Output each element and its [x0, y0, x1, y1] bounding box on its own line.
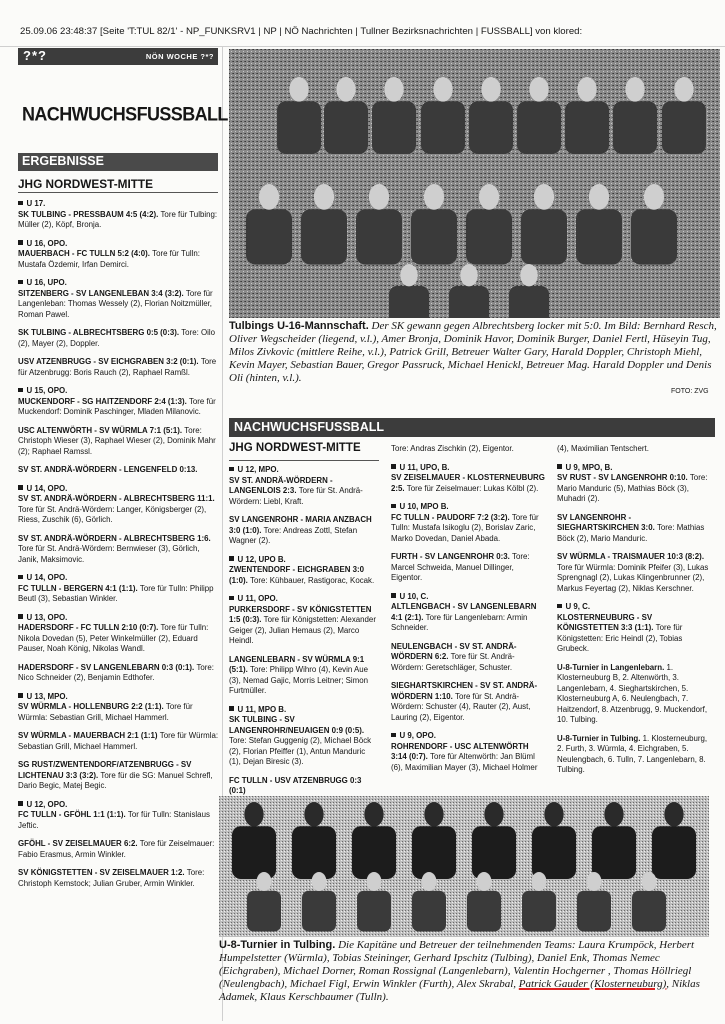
match-result: SG RUST/ZWENTENDORF/ATZENBRUGG - SV LICHTENAU 3:3 (3:2).	[18, 760, 192, 780]
match-result: ALTLENGBACH - SV LANGENLEBARN 4:1 (2:1).	[391, 602, 537, 622]
scorers: Tore für die SG: Manuel Schrefl, Dario Begic, Matej Begic.	[18, 770, 213, 790]
tournament-photo-u8	[219, 796, 709, 937]
scorers: 1. Klosterneuburg, 2. Furth, 3. Würmla, 4. Eichgraben, 5. Neulengbach, 6. Tulln, 7. Langenlebarn, 8. Tulbing.	[557, 733, 708, 774]
header-divider	[0, 46, 725, 47]
match-result: SV ST. ANDRÄ-WÖRDERN - LANGENLOIS 2:3.	[229, 475, 333, 495]
scorers: Tore: Christoph Wieser (3), Raphael Wieser (2), Dominik Mahr (2); Raphael Ramssl.	[18, 425, 216, 456]
match-result: SITZENBERG - SV LANGENLEBAN 3:4 (3:2).	[18, 288, 186, 298]
match-result: FC TULLN - GFÖHL 1:1 (1:1).	[18, 810, 128, 819]
result-entry	[18, 663, 219, 684]
match-result: SV RUST - SV LANGENROHR 0:10.	[557, 473, 690, 482]
scorers: Tore: Stefan Guggenig (2), Michael Böck (2), Florian Pfeiffer (1), Antun Manduric (1), Dejan Biresic (3).	[229, 736, 372, 766]
scorers: Tore für Muckendorf: Dominik Paschinger, Mladen Milanovic.	[18, 396, 216, 416]
match-result: SIEGHARTSKIRCHEN - SV ST. ANDRÄ-WÖRDERN 1:10.	[391, 681, 538, 701]
age-class: U 9, MPO, B.	[557, 463, 715, 474]
age-class: U 15, OPO.	[18, 386, 219, 397]
age-class: U 9, C.	[557, 602, 715, 613]
result-entry	[18, 426, 219, 458]
age-class: U 16, OPO.	[18, 239, 219, 250]
scorers: Tore für Würmla: Sebastian Grill, Michael Hammerl.	[18, 731, 219, 751]
photo1-caption-lead: Tulbings U-16-Mannschaft.	[229, 320, 369, 332]
scorers: Tore für Zeiselmauer: Fabio Erasmus, Armin Winkler.	[18, 839, 215, 859]
match-result: MAUERBACH - FC TULLN 5:2 (4:0).	[18, 249, 153, 258]
scorers: Tore: Philipp Wihro (4), Kevin Aue (3), Nemad Gajic, Morris Leitner; Simon Furtmüller.	[229, 665, 369, 695]
scorers: Tore für Würmla: Sebastian Grill, Michael Hammerl.	[18, 702, 193, 722]
match-result: FURTH - SV LANGENROHR 0:3.	[391, 552, 512, 561]
match-result: PURKERSDORF - SV KÖNIGSTETTEN 1:5 (0:3).	[229, 604, 372, 624]
scorers: Tore für Würmla: Dominik Pfeifer (3), Lukas Sprengnagl (2), Lukas Klingenbrunner (2), Markus Feyertag (2), Niklas Kerschner.	[557, 562, 709, 593]
age-class: U 10, C.	[391, 592, 546, 603]
photo2-caption-highlight: Patrick Gauder (Klosterneuburg)	[518, 978, 667, 990]
scorers: Tore für Langenlebarn: Armin Schneider.	[391, 612, 528, 632]
scorers: Tore: Nico Schneider (2), Benjamin Edthofer.	[18, 662, 214, 682]
match-result: ZWENTENDORF - EICHGRABEN 3:0 (1:0).	[229, 565, 365, 585]
match-result: U-8-Turnier in Langenlebarn.	[557, 662, 667, 672]
photo2-caption-lead: U-8-Turnier in Tulbing.	[219, 939, 336, 951]
team-photo-u16	[229, 49, 720, 318]
result-entry	[391, 444, 546, 455]
match-result: FC TULLN - PAUDORF 7:2 (3:2).	[391, 512, 512, 522]
scorers: Tore für Tulbing: Müller (2), Köpf, Bronja.	[18, 209, 218, 229]
issue-tag: NÖN WOCHE ?*?	[145, 52, 214, 61]
result-entry	[18, 239, 219, 271]
mid-section-bar	[229, 418, 715, 437]
result-entry	[18, 484, 219, 526]
scorers: Tore für Tulln: Nikola Dovedan (5), Peter Winkelmüller (2), Eduard Pauser, Noah König, Nikolas Wandl.	[18, 623, 209, 653]
match-result: FC TULLN - BERGERN 4:1 (1:1).	[18, 583, 140, 593]
match-result: MUCKENDORF - SG HAITZENDORF 2:4 (1:3).	[18, 396, 189, 406]
photo1-caption	[229, 320, 718, 385]
result-entry	[18, 199, 219, 231]
match-result: NEULENGBACH - SV ST. ANDRÄ-WÖRDERN 6:2.	[391, 641, 517, 661]
scorers: Tore für St. Andrä-Wördern: Bernwieser (3), Görlich, Janik, Maksimovic.	[18, 544, 200, 564]
match-result: HADERSDORF - SV LANGENLEBARN 0:3 (0:1).	[18, 662, 197, 672]
issue-bar	[18, 48, 218, 65]
result-entry	[557, 734, 715, 776]
result-entry	[229, 594, 379, 647]
photo1-credit: FOTO: ZVG	[671, 388, 709, 395]
result-entry	[391, 592, 546, 634]
scorers: (4), Maximilian Tentschert.	[557, 444, 649, 453]
match-result: ROHRENDORF - USC ALTENWÖRTH 3:14 (0:7).	[391, 741, 529, 761]
age-class: U 16, UPO.	[18, 278, 219, 289]
result-entry	[229, 555, 379, 587]
match-result: SK TULBING - ALBRECHTSBERG 0:5 (0:3).	[18, 328, 182, 337]
match-result: U-8-Turnier in Tulbing.	[557, 733, 643, 743]
result-entry	[18, 868, 219, 889]
scorers: Tore: Kühbauer, Rastigorac, Kocak.	[250, 575, 375, 585]
result-entry	[391, 681, 546, 723]
results-label: ERGEBNISSE	[22, 154, 104, 168]
age-class: U 12, UPO B.	[229, 555, 379, 566]
age-class: U 11, OPO.	[229, 594, 379, 605]
results-bar	[18, 153, 218, 171]
match-result: SV WÜRMLA - MAUERBACH 2:1 (1:1)	[18, 731, 160, 740]
scorers: Tore: Marcel Schweida, Manuel Dillinger, Eigentor.	[391, 552, 530, 582]
age-class: U 13, OPO.	[18, 613, 219, 624]
match-result: SK TULBING - PRESSBAUM 4:5 (4:2).	[18, 209, 161, 219]
age-class: U 11, UPO, B.	[391, 463, 546, 474]
left-region-rule	[18, 192, 218, 193]
result-entry	[391, 463, 546, 495]
result-entry	[18, 357, 219, 378]
age-class: U 12, OPO.	[18, 800, 219, 811]
age-class: U 10, MPO B.	[391, 502, 546, 513]
scorers: Tore für Tulln: Philipp Beutl (3), Sebastian Winkler.	[18, 583, 214, 603]
scorers: Tore für Altenwörth: Jan Blüml (6), Maximilian Mayer (3), Michael Holmer	[391, 752, 538, 772]
scorers: Tore: Andras Zischkin (2), Eigentor.	[391, 444, 514, 453]
age-class: U 14, OPO.	[18, 484, 219, 495]
result-entry	[18, 731, 219, 752]
scorers: Tore für Tulln: Mustafa Isikoglu (2), Borislav Zaric, Marko Dovedan, Daniel Abada.	[391, 512, 539, 543]
result-entry	[557, 513, 715, 545]
result-entry	[557, 552, 715, 594]
result-entry	[18, 328, 219, 349]
match-result: SV LANGENROHR - SIEGHARTSKIRCHEN 3:0.	[557, 512, 657, 532]
scorers: Tore für Zeiselmauer: Lukas Kölbl (2).	[406, 483, 539, 493]
mid-region-rule	[229, 460, 379, 461]
result-entry	[391, 502, 546, 544]
scorers: Tore für St. Andrä-Wördern: Geretschläger, Schuster.	[391, 652, 515, 672]
result-entry	[18, 534, 219, 566]
result-entry	[557, 663, 715, 726]
scorers: 1. Klosterneuburg B, 2. Altenwörth, 3. Langenlebarn, 4. Sieghartskirchen, 5. Klosterneuburg A, 6. Neulengbach, 7. Haitzendorf, 8. Atzenbrugg, 9. Muckendorf, 10. Tulbing.	[557, 662, 708, 724]
age-class: U 17.	[18, 199, 219, 210]
result-entry	[229, 655, 379, 697]
scorers: Tore: Christoph Kemstock; Julian Gruber, Armin Winkler.	[18, 868, 205, 888]
mid-results-col3	[557, 444, 715, 784]
result-entry	[18, 800, 219, 832]
result-entry	[229, 515, 379, 547]
match-result: SV ST. ANDRÄ-WÖRDERN - LENGENFELD 0:13.	[18, 465, 198, 474]
scorers: Tore für Langenleban: Thomas Wessely (2), Florian Noitzmüller, Roman Pawel.	[18, 288, 213, 319]
match-result: SV ST. ANDRÄ-WÖRDERN - ALBRECHTSBERG 1:6.	[18, 533, 211, 543]
scorers: Tore für Königstetten: Eric Heindl (2), Tobias Grubeck.	[557, 623, 683, 653]
mid-region-title: JHG NORDWEST-MITTE	[229, 442, 361, 454]
photo2-caption	[219, 939, 711, 1004]
age-class: U 14, OPO.	[18, 573, 219, 584]
result-entry	[229, 776, 379, 797]
match-result: USV ATZENBRUGG - SV EICHGRABEN 3:2 (0:1).	[18, 357, 201, 366]
match-result: HADERSDORF - FC TULLN 2:10 (0:7).	[18, 623, 161, 632]
match-result: SV WÜRMLA - HOLLENBURG 2:2 (1:1).	[18, 702, 166, 711]
match-result: SV KÖNIGSTETTEN - SV ZEISELMAUER 1:2.	[18, 868, 187, 877]
left-region-title: JHG NORDWEST-MITTE	[18, 177, 154, 191]
result-entry	[557, 444, 715, 455]
match-result: FC TULLN - USV ATZENBRUGG 0:3 (0:1)	[229, 775, 362, 795]
age-class: U 9, OPO.	[391, 731, 546, 742]
scorers: Tore: Oilo (2), Mayer (2), Doppler.	[18, 328, 215, 348]
match-result: USC ALTENWÖRTH - SV WÜRMLA 7:1 (5:1).	[18, 425, 185, 435]
match-result: SV LANGENROHR - MARIA ANZBACH 3:0 (1:0).	[229, 515, 372, 535]
match-result: KLOSTERNEUBURG - SV KÖNIGSTETTEN 3:3 (1:1).	[557, 612, 656, 632]
match-result: SK TULBING - SV LANGENROHR/NEUAIGEN 0:9 (0:5).	[229, 715, 365, 735]
photo1-caption-text: Der SK gewann gegen Albrechtsberg locker mit 5:0. Im Bild: Bernhard Resch, Oliver Wegscheider (liegend, v.l.), Amer Bronja, Dominik Havor, Dominik Burger, Daniel Fertl, Hüseyin Tug, Milos Zivkovic (mittlere Reihe, v.l.), Patrick Grill, Betreuer Walter Gary, Harald Doppler, Christoph Miehl, Kevin Mayer, Sebastian Bauer, Gregor Passruck, Michael Henickl, Betreuer Mag. Harald Doppler und Denis Oli (hinten, v.l.).	[229, 320, 717, 384]
result-entry	[18, 760, 219, 792]
scorers: Tore für St. Andrä-Wördern: Liebl, Kraft.	[229, 486, 363, 506]
photo2-caption-text: Die Kapitäne und Betreuer der teilnehmenden Teams: Laura Krumpöck, Herbert Humpelstetter (Würmla), Tobias Steininger, Gerhard Ipschitz (Tulbing), Daniel Enk, Thomas Nemec (Eichgraben), Michael Dorner, Roman Rossignal (Langenlebarn), Valentin Hochgerner , Thomas Höllriegl (Neulengbach), Michael Figl, Erwin Winkler (Furth), Alex Skrabal,	[219, 939, 695, 990]
result-entry	[18, 465, 219, 476]
result-entry	[391, 642, 546, 674]
scorers: Tore: Andreas Zottl, Stefan Wagner (2).	[229, 525, 358, 545]
scorers: Tore für St. Andrä-Wördern: Langer, Königsberger (2), Riess, Zuschik (6), Görlich.	[18, 504, 207, 524]
result-entry	[18, 278, 219, 320]
match-result: SV ST. ANDRÄ-WÖRDERN - ALBRECHTSBERG 11:1.	[18, 494, 215, 503]
mid-results-col1	[229, 465, 379, 805]
match-result: LANGENLEBARN - SV WÜRMLA 9:1 (5:1).	[229, 654, 365, 674]
result-entry	[391, 731, 546, 773]
scorers: Tore: Mario Manduric (5), Mathias Böck (3), Muhadri (2).	[557, 473, 708, 503]
result-entry	[18, 573, 219, 605]
scorers: Tore für Königstetten: Alexander Geiger (2), Julian Hemaus (2), Marco Heindl.	[229, 615, 376, 645]
left-section-title: NACHWUCHSFUSSBALL	[22, 103, 228, 125]
result-entry	[557, 602, 715, 655]
result-entry	[18, 692, 219, 724]
mid-section-title: NACHWUCHSFUSSBALL	[234, 420, 384, 434]
match-result: SV WÜRMLA - TRAISMAUER 10:3 (8:2).	[557, 552, 705, 561]
age-class: U 13, MPO.	[18, 692, 219, 703]
result-entry	[18, 386, 219, 418]
issue-mark: ?*?	[23, 48, 47, 63]
scorers: Tore: Mathias Böck (2), Mario Manduric.	[557, 523, 705, 543]
result-entry	[18, 613, 219, 655]
result-entry	[18, 839, 219, 860]
age-class: U 11, MPO B.	[229, 705, 379, 716]
scorers: Tore für Atzenbrugg: Boris Rauch (2), Raphael Ramßl.	[18, 357, 217, 377]
mid-results-col2	[391, 444, 546, 781]
match-result: SV ZEISELMAUER - KLOSTERNEUBURG 2:5.	[391, 473, 545, 493]
result-entry	[391, 552, 546, 584]
result-entry	[229, 465, 379, 507]
result-entry	[229, 705, 379, 768]
scorers: Tore für St. Andrä-Wördern: Schuster (4), Rauter (2), Aust, Lauring (2), Eigentor.	[391, 691, 531, 722]
result-entry	[557, 463, 715, 505]
match-result: GFÖHL - SV ZEISELMAUER 6:2.	[18, 839, 140, 848]
left-results-list	[18, 199, 219, 897]
print-header: 25.09.06 23:48:37 [Seite 'T:TUL 82/1' - NP_FUNKSRV1 | NP | NÖ Nachrichten | Tullner Bezirksnachrichten | FUSSBALL] von klored:	[20, 26, 583, 37]
scorers: Tore für Tulln: Mustafa Özdemir, Irfan Demirci.	[18, 249, 200, 269]
scorers: Tor für Tulln: Stanislaus Jeftic.	[18, 810, 210, 830]
photo2-caption-end: , Niklas Adamek, Klaus Kerschbaumer (Tulln).	[219, 978, 700, 1003]
age-class: U 12, MPO.	[229, 465, 379, 476]
